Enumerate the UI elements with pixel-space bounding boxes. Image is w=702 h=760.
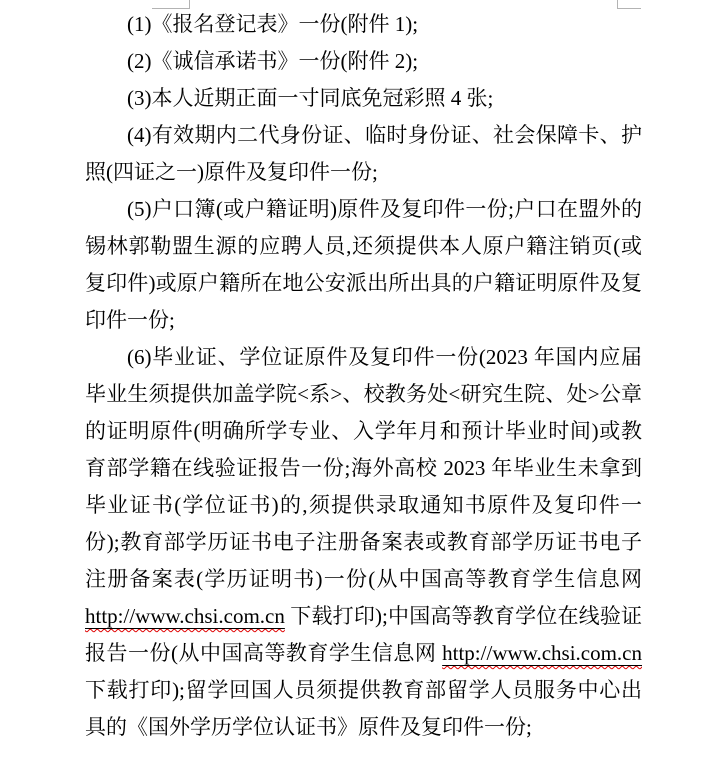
text-run: (1)《报名登记表》一份(附件 1); <box>127 12 419 36</box>
hyperlink-text: http://www.chsi.com.cn <box>85 604 285 628</box>
paragraph-4 <box>85 117 642 191</box>
text-run: (5)户口簿(或户籍证明)原件及复印件一份;户口在盟外的锡林郭勒盟生源的应聘人员,还须提供本人原户籍注销页(或复印件)或原户籍所在地公安派出所出具的户籍证明原件及复印件一份; <box>85 197 642 332</box>
paragraph-1 <box>85 6 642 43</box>
text-run: 下载打印);中国高等教育学位在线验证报告一份(从中国高等教育学生信息网 <box>85 604 642 665</box>
paragraph-3 <box>85 80 642 117</box>
paragraph-5 <box>85 191 642 339</box>
text-run: (4)有效期内二代身份证、临时身份证、社会保障卡、护照(四证之一)原件及复印件一份; <box>85 123 642 184</box>
hyperlink-chsi[interactable] <box>85 604 285 628</box>
text-run: (3)本人近期正面一寸同底免冠彩照 4 张; <box>127 86 494 110</box>
hyperlink-text: http://www.chsi.com.cn <box>442 641 642 665</box>
paragraph-2 <box>85 43 642 80</box>
text-run: (6)毕业证、学位证原件及复印件一份(2023 年国内应届毕业生须提供加盖学院<系>、校教务处<研究生院、处>公章的证明原件(明确所学专业、入学年月和预计毕业时间)或教育部学籍在线验证报告一份;海外高校 2023 年毕业生未拿到毕业证书(学位证书)的,须提供录取通知书原件及复印件一份);教育部学历证书电子注册备案表或教育部学历证书电子注册备案表(学历证明书)一份(从中国高等教育学生信息网 <box>85 345 642 591</box>
hyperlink-chsi[interactable] <box>442 641 642 665</box>
paragraph-6 <box>85 339 642 746</box>
text-run: 下载打印);留学回国人员须提供教育部留学人员服务中心出具的《国外学历学位认证书》原件及复印件一份; <box>85 678 642 739</box>
text-run: (2)《诚信承诺书》一份(附件 2); <box>127 49 419 73</box>
document-body <box>85 6 642 746</box>
